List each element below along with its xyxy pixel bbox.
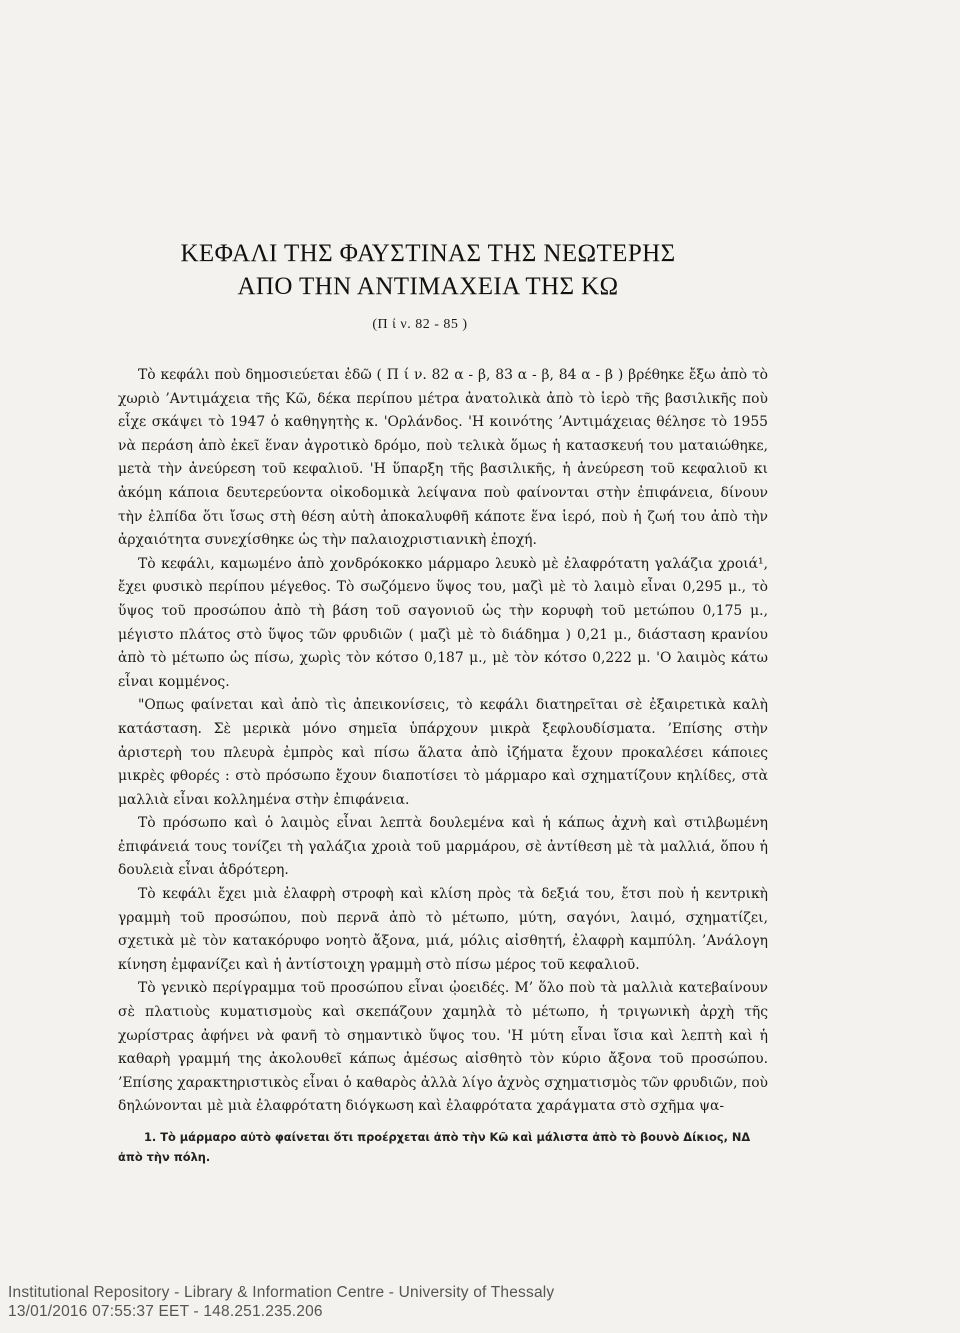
paragraph: Τὸ πρόσωπο καὶ ὁ λαιμὸς εἶναι λεπτὰ δουλεμένα καὶ ἡ κάπως ἀχνὴ καὶ στιλβωμένη ἐπιφάνειά τους τονίζει τὴ γαλάζια χροιὰ τοῦ μαρμάρου, σὲ ἀντίθεση μὲ τὰ μαλλιά, ὅπου ἡ δουλειὰ εἶναι ἁδρότερη. (118, 815, 768, 879)
paragraph: Τὸ γενικὸ περίγραμμα τοῦ προσώπου εἶναι ᾠοειδές. Μ’ ὅλο ποὺ τὰ μαλλιὰ κατεβαίνουν σὲ πλατιοὺς κυματισμοὺς καὶ σκεπάζουν χαμηλὰ τὸ μέτωπο, ἡ τριγωνικὴ ἀρχὴ τῆς χωρίστρας ἀφήνει νὰ φανῆ τὸ σημαντικὸ ὕψος του. 'Η μύτη εἶναι ἴσια καὶ λεπτὴ καὶ ἡ καθαρὴ γραμμή της ἀκολουθεῖ κάπως ἀμέσως αἰσθητὸ τὸν κύριο ἄξονα τοῦ προσώπου. ’Επίσης χαρακτηριστικὸς εἶναι ὁ καθαρὸς ἀλλὰ λίγο ἀχνὸς σχηματισμὸς τῶν φρυδιῶν, ποὺ δηλώνονται μὲ μιὰ ἐλαφρότατη διόγκωση καὶ ἐλαφρότατα χαράγματα στὸ σχῆμα ψα- (118, 980, 768, 1115)
footnote: 1. Τὸ μάρμαρο αὐτὸ φαίνεται ὅτι προέρχεται ἀπὸ τὴν Κῶ καὶ μάλιστα ἀπὸ τὸ βουνὸ Δίκιος, ΝΔ ἀπὸ τὴν πόλη. (118, 1130, 751, 1164)
paragraph: Τὸ κεφάλι ἔχει μιὰ ἐλαφρὴ στροφὴ καὶ κλίση πρὸς τὰ δεξιά του, ἔτσι ποὺ ἡ κεντρικὴ γραμμὴ τοῦ προσώπου, ποὺ περνᾶ ἀπὸ τὸ μέτωπο, μύτη, σαγόνι, λαιμό, σχηματίζει, σχετικὰ μὲ τὸν κατακόρυφο νοητὸ ἄξονα, μιά, μόλις αἰσθητή, ἐλαφρὴ καμπύλη. ’Ανάλογη κίνηση ἐμφανίζει καὶ ἡ ἀντίστοιχη γραμμὴ στὸ πίσω μέρος τοῦ κεφαλιοῦ. (118, 886, 768, 973)
article-title-line-1: ΚΕΦΑΛΙ ΤΗΣ ΦΑΥΣΤΙΝΑΣ ΤΗΣ ΝΕΩΤΕΡΗΣ (180, 240, 676, 267)
paragraph: Τὸ κεφάλι ποὺ δημοσιεύεται ἐδῶ ( Π ί ν. 82 α - β, 83 α - β, 84 α - β ) βρέθηκε ἔξω ἀπὸ τὸ χωριὸ ’Αντιμάχεια τῆς Κῶ, δέκα περίπου μέτρα ἀνατολικὰ ἀπὸ τὸ ἱερὸ τῆς βασιλικῆς ποὺ εἶχε σκάψει τὸ 1947 ὁ καθηγητὴς κ. 'Ορλάνδος. 'Η κοινότης ’Αντιμάχειας θέλησε τὸ 1955 νὰ περάση ἀπὸ ἐκεῖ ἕναν ἀγροτικὸ δρόμο, ποὺ τελικὰ ὅμως ἡ κατασκευή του ματαιώθηκε, μετὰ τὴν ἀνεύρεση τοῦ κεφαλιοῦ. 'Η ὕπαρξη τῆς βασιλικῆς, ἡ ἀνεύρεση τοῦ κεφαλιοῦ κι ἀκόμη κάποια δευτερεύοντα οἰκοδομικὰ λείψανα ποὺ φαίνονται στὴν ἐπιφάνεια, δίνουν τὴν ἐλπίδα ὅτι ἴσως στὴ θέση αὐτὴ ἀποκαλυφθῆ κάποτε ἕνα ἱερό, ποὺ ἡ ζωή του ἀπὸ τὴν ἀρχαιότητα συνεχίσθηκε ὡς τὴν παλαιοχριστιανικὴ ἐποχή. (118, 367, 768, 549)
repository-watermark: Institutional Repository - Library & Information Centre - University of Thessaly (8, 1284, 555, 1301)
paragraph: "Οπως φαίνεται καὶ ἀπὸ τὶς ἀπεικονίσεις, τὸ κεφάλι διατηρεῖται σὲ ἐξαιρετικὰ καλὴ κατάσταση. Σὲ μερικὰ μόνο σημεῖα ὑπάρχουν μικρὰ ξεφλουδίσματα. ’Επίσης στὴν ἀριστερὴ του πλευρὰ ἐμπρὸς καὶ πίσω ἅλατα ἀπὸ ἰζήματα ἔχουν προκαλέσει κάποιες μικρὲς φθορές : στὸ πρόσωπο ἔχουν διαποτίσει τὸ μάρμαρο καὶ σχηματίζουν κηλίδες, στὰ μαλλιὰ εἶναι κολλημένα στὴν ἐπιφάνεια. (118, 697, 768, 808)
plate-reference: (Π ί ν. 82 - 85 ) (372, 317, 468, 332)
access-timestamp: 13/01/2016 07:55:37 EET - 148.251.235.206 (8, 1303, 323, 1320)
paragraph: Τὸ κεφάλι, καμωμένο ἀπὸ χονδρόκοκκο μάρμαρο λευκὸ μὲ ἐλαφρότατη γαλάζια χροιά¹, ἔχει φυσικὸ περίπου μέγεθος. Τὸ σωζόμενο ὕψος του, μαζὶ μὲ τὸ λαιμὸ εἶναι 0,295 μ., τὸ ὕψος τοῦ προσώπου ἀπὸ τὴ βάση τοῦ σαγονιοῦ ὡς τὴν κορυφὴ τοῦ μετώπου 0,175 μ., μέγιστο πλάτος στὸ ὕψος τῶν φρυδιῶν ( μαζὶ μὲ τὸ διάδημα ) 0,21 μ., διάσταση κρανίου ἀπὸ τὸ μέτωπο ὡς πίσω, χωρὶς τὸν κότσο 0,187 μ., μὲ τὸν κότσο 0,222 μ. 'Ο λαιμὸς κάτω εἶναι κομμένος. (118, 555, 768, 690)
article-body (118, 364, 768, 1119)
article-title-line-2: ΑΠΟ ΤΗΝ ΑΝΤΙΜΑΧΕΙΑ ΤΗΣ ΚΩ (237, 273, 619, 300)
